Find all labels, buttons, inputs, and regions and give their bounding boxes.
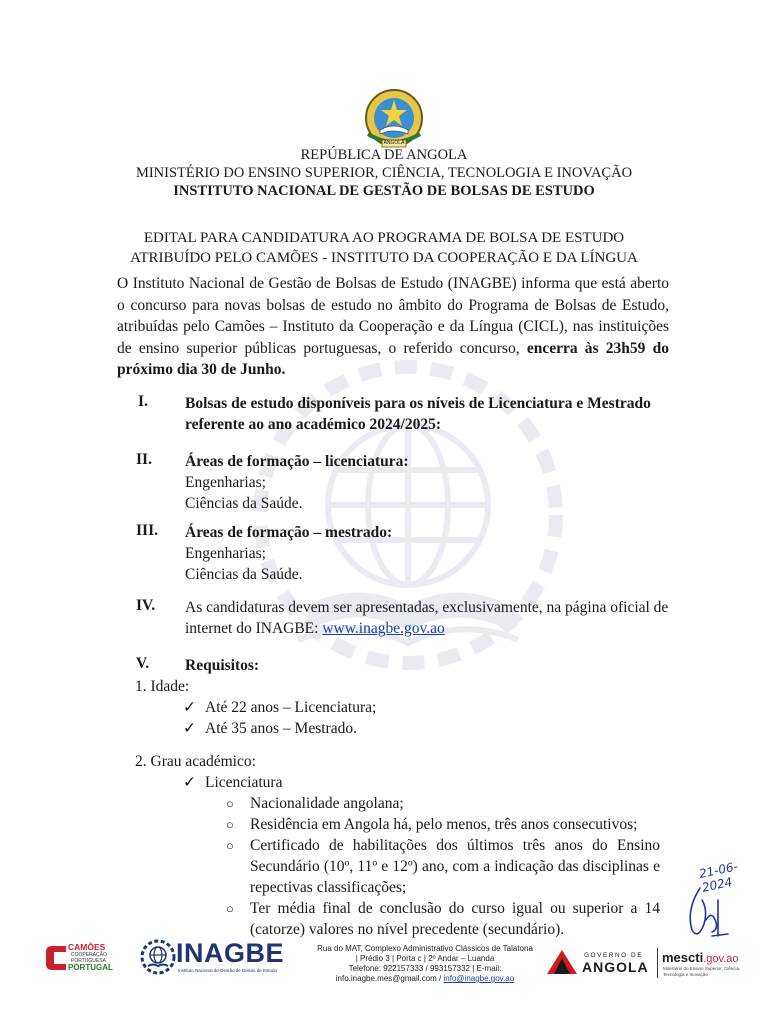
- circle-bullet-icon: ○: [226, 901, 234, 916]
- section-2-item: Engenharias;: [185, 474, 266, 491]
- mescti-domain: .gov.ao: [703, 953, 739, 965]
- camoes-sub2: PORTUGUESA: [71, 958, 106, 964]
- section-3-text: [185, 522, 392, 585]
- grade-item-text: Residência em Angola há, pelo menos, três anos consecutivos;: [250, 816, 638, 833]
- age-item-text: Até 35 anos – Mestrado.: [205, 720, 357, 737]
- circle-bullet-icon: ○: [226, 796, 234, 811]
- section-2-text: [185, 451, 409, 514]
- intro-paragraph: [117, 273, 669, 381]
- grade-sub-text: Licenciatura: [205, 774, 283, 791]
- signature-icon: [682, 880, 734, 942]
- age-item-text: Até 22 anos – Licenciatura;: [205, 699, 377, 716]
- governo-line1: GOVERNO DE: [584, 952, 644, 959]
- address-line2: | Prédio 3 | Porta c | 2º Andar – Luanda: [355, 954, 495, 963]
- section-1-line1: Bolsas de estudo disponíveis para os níveis de Licenciatura e Mestrado: [185, 395, 651, 412]
- section-5-number: V.: [136, 655, 150, 672]
- grade-item: [226, 898, 660, 940]
- section-1-line2: referente ao ano académico 2024/2025:: [185, 416, 441, 433]
- section-5-heading: Requisitos:: [185, 657, 260, 674]
- section-3-item: Engenharias;: [185, 545, 266, 562]
- edital-title-line1: EDITAL PARA CANDIDATURA AO PROGRAMA DE BOLSA DE ESTUDO: [143, 230, 625, 246]
- age-item: [183, 697, 376, 718]
- section-3-number: III.: [136, 522, 158, 539]
- check-icon: ✓: [183, 774, 196, 791]
- circle-bullet-icon: ○: [226, 817, 234, 832]
- mescti-logo: [662, 950, 738, 965]
- section-3-item: Ciências da Saúde.: [185, 566, 303, 583]
- footer-divider: [657, 948, 658, 978]
- section-1-text: [185, 393, 675, 435]
- check-icon: ✓: [183, 720, 196, 737]
- header-institute: INSTITUTO NACIONAL DE GESTÃO DE BOLSAS DE ESTUDO: [173, 183, 595, 199]
- section-2-item: Ciências da Saúde.: [185, 495, 303, 512]
- section-4-number: IV.: [136, 597, 156, 614]
- mescti-sub: Ministério do Ensino Superior, Ciência, Tecnologia e Inovação: [663, 966, 741, 977]
- section-1-number: I.: [138, 393, 148, 410]
- address-line4: [300, 974, 550, 984]
- section-2-heading: Áreas de formação – licenciatura:: [185, 453, 409, 470]
- intro-deadline: encerra às 23h59 do próximo dia 30 de Junho.: [117, 339, 669, 378]
- grade-item-text: Ter média final de conclusão do curso igual ou superior a 14 (catorze) valores no nível precedente (secundário).: [250, 900, 660, 938]
- section-3-heading: Áreas de formação – mestrado:: [185, 524, 393, 541]
- camoes-sub1: COOPERAÇÃO: [71, 952, 107, 958]
- section-4-text: [185, 597, 675, 639]
- check-icon: ✓: [183, 699, 196, 716]
- camoes-country: PORTUGAL: [68, 963, 113, 972]
- handwritten-date: 21-06-2024: [697, 859, 740, 895]
- inagbe-website-link[interactable]: www.inagbe.gov.ao: [322, 620, 445, 637]
- age-item: [183, 718, 357, 739]
- inagbe-sub: Instituto Nacional de Gestão de Bolsas de Estudo: [178, 968, 278, 973]
- emblem-banner-text: ANGOLA: [383, 140, 405, 146]
- section-4-line1: As candidaturas devem ser apresentadas, exclusivamente, na página oficial de: [185, 599, 669, 616]
- grade-item-text: Nacionalidade angolana;: [250, 795, 404, 812]
- grade-item: [226, 814, 666, 835]
- inagbe-globe-icon: [138, 939, 178, 977]
- grade-item: [226, 835, 660, 898]
- mescti-name: mescti: [662, 950, 704, 965]
- address-line1: Rua do MAT, Complexo Administrativo Clássicos de Talatona: [317, 944, 533, 953]
- address-line3: Telefone: 922157333 / 993157332 | E-mail:: [348, 964, 502, 973]
- governo-angola-logo-icon: [545, 948, 579, 976]
- contact-email-link[interactable]: info@inagbe.gov.ao: [443, 974, 515, 983]
- footer-address: [300, 944, 550, 984]
- edital-title-line2: ATRIBUÍDO PELO CAMÕES - INSTITUTO DA COOPERAÇÃO E DA LÍNGUA: [130, 250, 638, 266]
- section-4-line2: [185, 618, 675, 639]
- intro-text: O Instituto Nacional de Gestão de Bolsas de Estudo (INAGBE) informa que está aberto o concurso para novas bolsas de estudo no âmbito do Programa de Bolsas de Estudo, atribuídas pelo Camões – Instituto da Cooperação e da Língua (CICL), nas instituições de ensino superior públicas portuguesas, o referido concurso,: [117, 275, 669, 357]
- header-republic: REPÚBLICA DE ANGOLA: [300, 147, 468, 163]
- camoes-name: CAMÕES: [68, 942, 106, 952]
- requirement-age-label: 1. Idade:: [135, 678, 190, 695]
- grade-item-text: Certificado de habilitações dos últimos três anos do Ensino Secundário (10º, 11º e 12º) ano, com a indicação das disciplinas e repectivas classificações;: [250, 837, 660, 896]
- section-4-prefix: internet do INAGBE:: [185, 620, 323, 637]
- header-ministry: MINISTÉRIO DO ENSINO SUPERIOR, CIÊNCIA, TECNOLOGIA E INOVAÇÃO: [135, 165, 633, 181]
- contact-email: info.inagbe.mes@gmail.com /: [335, 974, 444, 983]
- grade-item: [226, 793, 666, 814]
- governo-line2: ANGOLA: [582, 959, 649, 975]
- inagbe-name: INAGBE: [176, 938, 285, 968]
- camoes-logo-icon: [44, 942, 68, 974]
- grade-sub: [183, 772, 282, 793]
- section-2-number: II.: [136, 451, 152, 468]
- requirement-grade-label: 2. Grau académico:: [135, 753, 256, 770]
- circle-bullet-icon: ○: [226, 838, 234, 853]
